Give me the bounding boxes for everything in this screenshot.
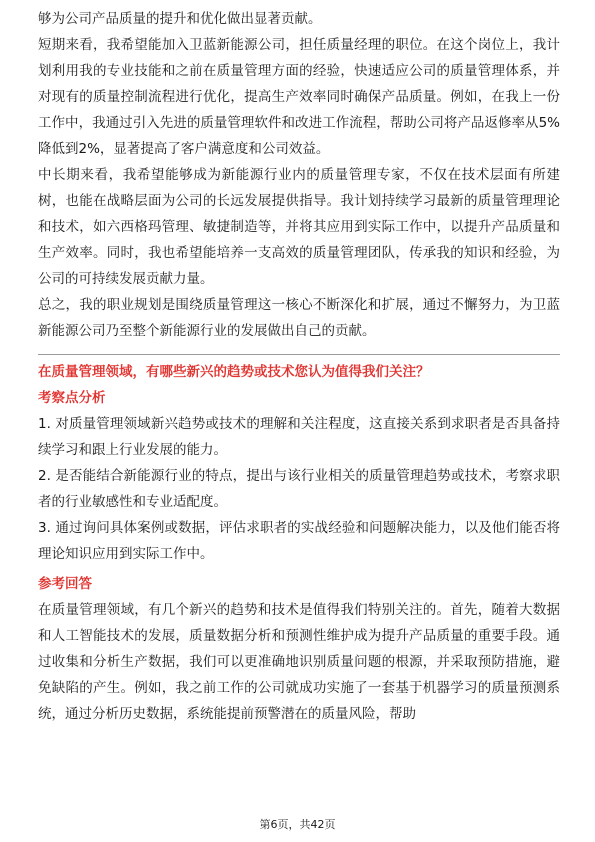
answer-heading: 参考回答	[38, 576, 92, 592]
intro-paragraph-2: 短期来看，我希望能加入卫蓝新能源公司，担任质量经理的职位。在这个岗位上，我计划利用我的专业技能和之前在质量管理方面的经验，快速适应公司的质量管理体系，并对现有的质量控制流程进行优化，提高生产效率同时确保产品质量。例如，在我上一份工作中，我通过引入先进的质量管理软件和改进工作流程，帮助公司将产品返修率从5%降低到2%，显著提高了客户满意度和公司效益。	[38, 37, 560, 157]
section-divider	[38, 354, 560, 355]
analysis-item-3: 3. 通过询问具体案例或数据，评估求职者的实战经验和问题解决能力，以及他们能否将理论知识应用到实际工作中。	[38, 520, 560, 562]
intro-paragraph-3: 中长期来看，我希望能够成为新能源行业内的质量管理专家，不仅在技术层面有所建树，也能在战略层面为公司的长远发展提供指导。我计划持续学习最新的质量管理理论和技术，如六西格玛管理、敏捷制造等，并将其应用到实际工作中，以提升产品质量和生产效率。同时，我也希望能培养一支高效的质量管理团队，传承我的知识和经验，为公司的可持续发展贡献力量。	[38, 167, 560, 287]
analysis-item-1: 1. 对质量管理领域新兴趋势或技术的理解和关注程度，这直接关系到求职者是否具备持续学习和跟上行业发展的能力。	[38, 416, 560, 458]
answer-text: 在质量管理领域，有几个新兴的趋势和技术是值得我们特别关注的。首先，随着大数据和人工智能技术的发展，质量数据分析和预测性维护成为提升产品质量的重要手段。通过收集和分析生产数据，我们可以更准确地识别质量问题的根源，并采取预防措施，避免缺陷的产生。例如，我之前工作的公司就成功实施了一套基于机器学习的质量预测系统，通过分析历史数据，系统能提前预警潜在的质量风险，帮助	[38, 602, 560, 722]
page-content	[38, 6, 560, 727]
analysis-item-2: 2. 是否能结合新能源行业的特点，提出与该行业相关的质量管理趋势或技术，考察求职者的行业敏感性和专业适配度。	[38, 468, 560, 510]
interview-question: 在质量管理领域，有哪些新兴的趋势或技术您认为值得我们关注？	[38, 364, 430, 380]
page-footer: 第6页，共42页	[259, 818, 336, 831]
intro-paragraph-1: 够为公司产品质量的提升和优化做出显著贡献。	[38, 11, 322, 27]
analysis-heading: 考察点分析	[38, 390, 106, 406]
intro-paragraph-4: 总之，我的职业规划是围绕质量管理这一核心不断深化和扩展，通过不懈努力，为卫蓝新能源公司乃至整个新能源行业的发展做出自己的贡献。	[38, 297, 560, 339]
